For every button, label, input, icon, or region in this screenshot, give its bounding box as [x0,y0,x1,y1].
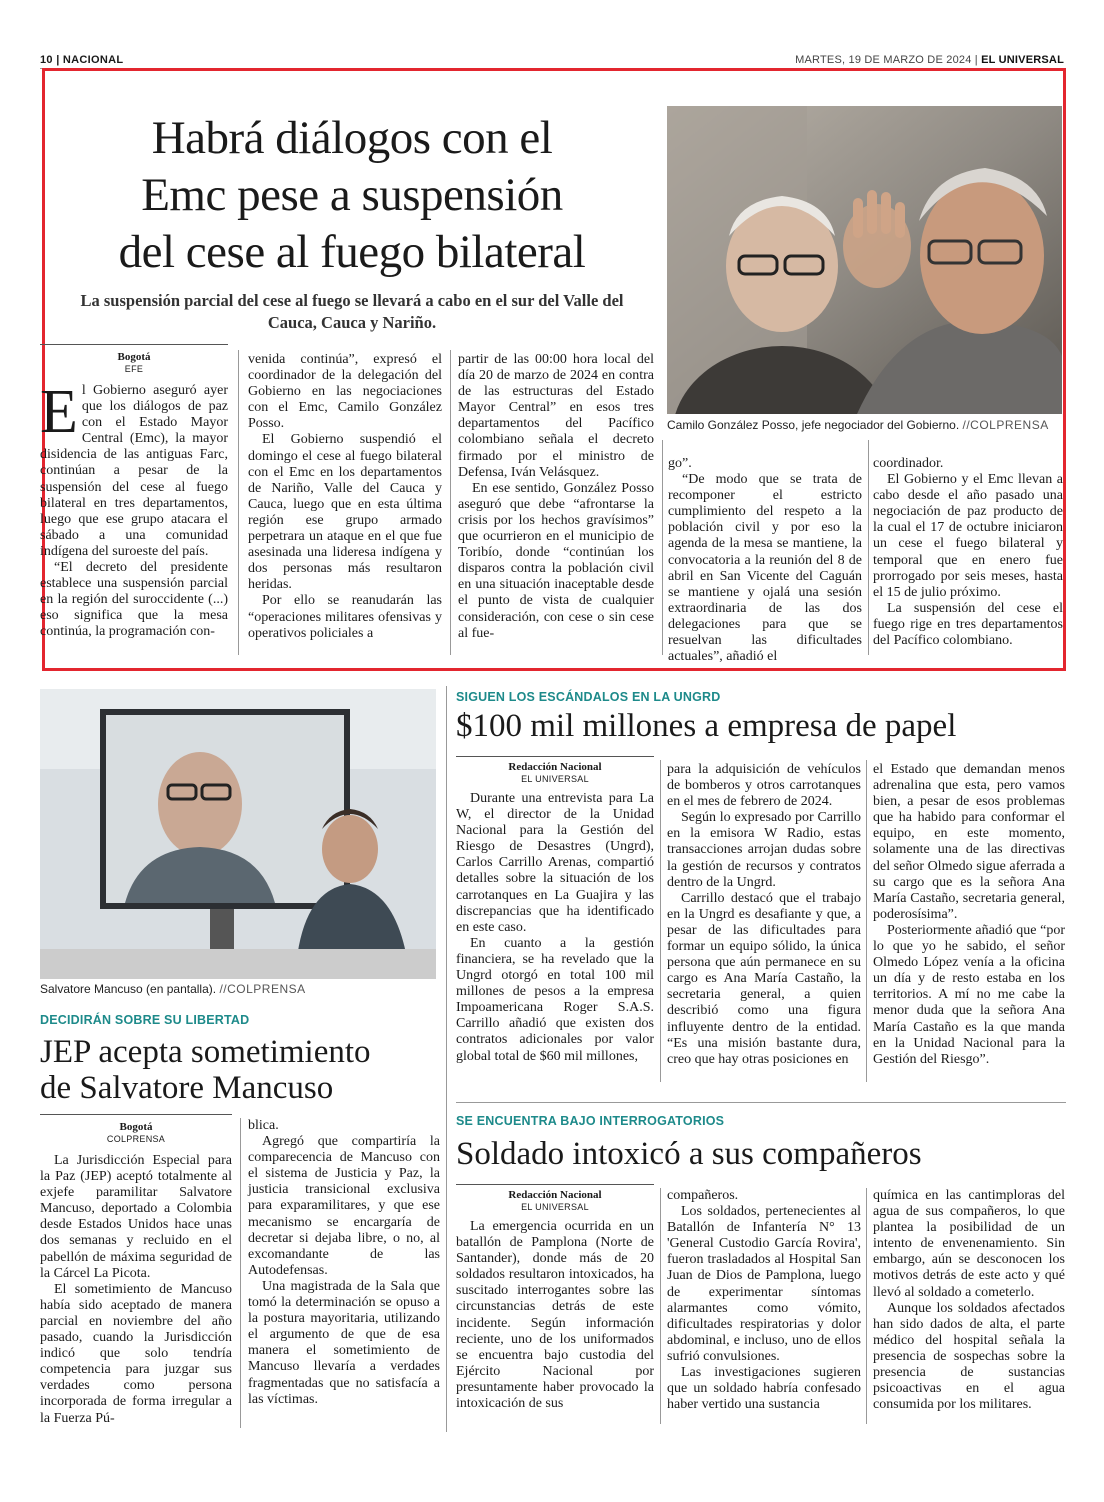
column-divider [660,1188,661,1424]
jep-column-1 [40,1114,232,1427]
caption-text: Camilo González Posso, jefe negociador del Gobierno. [667,418,960,432]
paragraph: La emergencia ocurrida en un batallón de Pamplona (Norte de Santander), donde más de 20 soldados resultaron intoxicados, ha suscitado interrogantes sobre las circunstancias detrás de este incidente. Según información reciente, uno de los uniformados se encuentra bajo custodia del Ejército Nacional por presuntamente haber provocado la intoxicación de sus [456,1219,654,1412]
page-date: MARTES, 19 DE MARZO DE 2024 | EL UNIVERSAL [795,54,1064,66]
main-headline [52,110,652,281]
headline-line: Habrá diálogos con el [151,112,553,164]
photo-credit: //COLPRENSA [962,418,1049,432]
paragraph: Una magistrada de la Sala que tomó la determinación se opuso a la postura mayoritaria, utilizando el argumento de que de esa manera el sometimiento de Mancuso llevaría a verdades fragmentadas que no satisfacía a las víctimas. [248,1278,440,1407]
photo-caption [667,418,1062,432]
paragraph: Los soldados, pertenecientes al Batallón de Infantería N° 13 'General Custodio García Rovira', fueron trasladados al Hospital San Juan de Dios de Pamplona, luego de experimentar síntomas alarmantes como vómito, dificultades respiratorias y dolor abdominal, e incluso, uno de ellos sufrió convulsiones. [667,1204,861,1364]
paragraph: Posteriormente añadió que “por lo que yo he sabido, el señor Olmedo López venía a la oficina un día y de resto estaba en los territorios. A mí no me cabe la menor duda que la señora Ana María Castaño es la que manda en la Unidad Nacional para la Gestión del Riesgo”. [873,922,1065,1067]
paragraph: “El decreto del presidente establece una suspensión parcial en la región del suroccidente (...) eso significa que la mesa continúa, la programación con- [40,560,228,640]
paragraph: Agregó que compartiría la comparecencia de Mancuso con el sistema de Justicia y Paz, la justicia transicional exclusiva para exparamilitares, y que ese mecanismo se encargaría de decretar si dejaba libre, o no, al excomandante de las Autodefensas. [248,1134,440,1278]
byline-place: Redacción Nacional [508,1189,602,1201]
main-column-5 [873,456,1063,649]
byline-agency: EL UNIVERSAL [521,774,589,784]
main-column-3 [458,352,654,642]
paragraph: El Gobierno y el Emc llevan a cabo desde el año pasado una negociación de paz producto de la cual el 17 de octubre iniciaron un cese el fuego bilateral y temporal que en enero fue prorrogado por seis meses, hasta el 15 de julio próximo. [873,472,1063,600]
article-text [40,378,228,641]
article-separator [456,1102,1066,1103]
byline [456,756,654,785]
section-kicker: SIGUEN LOS ESCÁNDALOS EN LA UNGRD [456,690,721,704]
paragraph: “De modo que se trata de recomponer el estricto cumplimiento del respeto a la población civil y por eso la agenda de la mesa se mantiene, la convocatoria a la reunión del 8 de abril en San Vicente del Caguán se mantiene y ojalá una sesión extraordinaria de las dos delegaciones para que se resuelvan las dificultades actuales”, añadió el [668,472,862,665]
byline [40,344,228,375]
paper-name: EL UNIVERSAL [981,54,1064,66]
headline-line: JEP acepta sometimiento [40,1034,371,1070]
article-text [456,1219,654,1412]
column-divider [866,760,867,1082]
column-divider [660,760,661,1082]
main-column-1 [40,344,228,641]
soldier-column-1 [456,1184,654,1412]
paragraph: En cuanto a la gestión financiera, se ha revelado que la Ungrd otorgó en total 100 mil millones de pesos a la empresa Impoamericana Roger S.A.S. Carrillo añadió que existen dos contratos adicionales por valor global total de $60 mil millones, [456,935,654,1064]
paragraph: Aunque los soldados afectados han sido dados de alta, el parte médico del hospital señala la presencia de sospechas sobre la presencia de sustancias psicoactivas en el agua consumida por los militares. [873,1300,1065,1413]
paragraph: Según lo expresado por Carrillo en la emisora W Radio, estas transacciones arrojan dudas sobre la gestión de recursos y contratos dentro de la Ungrd. [667,810,861,890]
paragraph: química en las cantimploras del agua de sus compañeros, lo que plantea la posibilidad de un intento de envenenamiento. Sin embargo, aún se desconocen los motivos detrás de este acto y qué llevó al soldado a cometerlo. [873,1188,1065,1300]
paragraph: Durante una entrevista para La W, el director de la Unidad Nacional para la Gestión del Riesgo de Desastres (Ungrd), Carlos Carrillo Arenas, compartió detalles sobre la situación de los carrotanques en La Guajira y las discrepancias que ha identificado en este caso. [456,791,654,935]
article-text [456,791,654,1065]
byline-place: Redacción Nacional [508,761,602,773]
byline [456,1184,654,1213]
paragraph: La Jurisdicción Especial para la Paz (JEP) aceptó totalmente al exjefe paramilitar Salvatore Mancuso, deportado a Colombia desde Estados Unidos hace unas dos semanas y recluido en el pabellón de máxima seguridad de la Cárcel La Picota. [40,1153,232,1281]
ungrd-column-3 [873,762,1065,1068]
paragraph: para la adquisición de vehículos de bomberos y otros carrotanques en el mes de febrero de 2024. [667,762,861,810]
byline-place: Bogotá [117,351,151,363]
photo-credit: //COLPRENSA [219,982,306,996]
paragraph: Las investigaciones sugieren que un soldado habría confesado haber vertido una sustancia [667,1365,861,1413]
date-text: MARTES, 19 DE MARZO DE 2024 [795,54,972,66]
section-kicker: DECIDIRÁN SOBRE SU LIBERTAD [40,1013,250,1027]
byline [40,1114,232,1145]
paragraph: blica. [248,1118,279,1133]
ungrd-headline: $100 mil millones a empresa de papel [456,708,957,744]
byline-place: Bogotá [119,1121,153,1133]
byline-agency: EFE [124,364,144,374]
paragraph: El sometimiento de Mancuso había sido aceptado de manera parcial en noviembre del año pasado, cuando la Jurisdicción indicó que solo tendría competencia para juzgar sus verdades como persona incorporada de forma irregular a la Fuerza Pú- [40,1281,232,1426]
soldier-column-3 [873,1188,1065,1413]
paragraph: El Gobierno suspendió el domingo el cese al fuego bilateral con el Emc en los departamentos de Nariño, Valle del Cauca y Cauca, luego que en esta última región ese grupo armado perpetrara un ataque en el que fue asesinada una lideresa indígena y dos personas más resultaron heridas. [248,432,442,593]
column-divider [240,1118,241,1428]
paragraph: coordinador. [873,456,944,471]
main-column-4 [668,456,862,665]
negotiator-photo [667,106,1062,414]
paragraph: La suspensión del cese el fuego rige en tres departamentos del Pacífico colombiano. [873,600,1063,649]
paragraph: Por ello se reanudarán las “operaciones militares ofensivas y operativos policiales a [248,593,442,641]
paragraph: go”. [668,456,692,471]
paragraph: venida continúa”, expresó el coordinador de la delegación del Gobierno en las negociaciones con el Emc, Camilo González Posso. [248,352,442,432]
paragraph: el Estado que demandan menos adrenalina que esta, pero vamos bien, a pesar de esos problemas que ha habido para conformar el equipo, en este momento, solamente una de las directivas del señor Olmedo sigue aferrada a su cargo que es la señora Ana María Castaño, secretaria general, poderosísima”. [873,762,1065,922]
column-divider [662,440,663,655]
main-subtitle: La suspensión parcial del cese al fuego se llevará a cabo en el sur del Valle del Cauca, Cauca y Nariño. [80,291,624,332]
photo-illustration [667,106,1062,414]
ungrd-column-1 [456,756,654,1065]
paragraph: compañeros. [667,1188,739,1203]
page-section: 10 | NACIONAL [40,54,124,66]
main-column-2 [248,352,442,642]
column-divider [868,440,869,655]
jep-headline [40,1034,440,1106]
column-divider [450,350,451,655]
paragraph: Carrillo destacó que el trabajo en la Ungrd es desafiante y que, a pesar de las dificultades para formar un equipo sólido, la única persona que aún permanece en su cargo es Ana María Castaño, la secretaria general, a quien describió como una figura influyente dentro de la entidad. “Es una misión bastante dura, creo que hay otras posiciones en [667,890,861,1067]
paragraph-text: l Gobierno aseguró ayer que los diálogos de paz con el Estado Mayor Central (Emc), la mayor disidencia de las antiguas Farc, continúan a pesar de la suspensión del cese al fuego bilateral en tres departamentos, luego que ese grupo atacara el sábado a una comunidad indígena del suroeste del país. [40,383,228,559]
column-divider [866,1188,867,1424]
photo-illustration [40,689,436,979]
drop-cap: E [40,378,78,446]
caption-text: Salvatore Mancuso (en pantalla). [40,982,217,996]
soldier-column-2 [667,1188,861,1413]
paragraph: En ese sentido, González Posso aseguró que debe “afrontarse la crisis por los hechos gravísimos” que ocurrieron en el municipio de Toribío, donde “continúan los disparos contra la población civil en una situación inaceptable desde el punto de vista de cualquier consideración, con cese o sin cese al fue- [458,480,654,641]
jep-column-2 [248,1118,440,1408]
soldier-headline: Soldado intoxicó a sus compañeros [456,1136,922,1172]
byline-agency: EL UNIVERSAL [521,1202,589,1212]
paragraph [40,378,228,560]
photo-caption [40,982,436,996]
headline-line: del cese al fuego bilateral [118,226,586,278]
mancuso-photo [40,689,436,979]
headline-line: Emc pese a suspensión [141,169,563,221]
byline-agency: COLPRENSA [106,1134,166,1144]
paragraph: partir de las 00:00 hora local del día 20 de marzo de 2024 en contra de las estructuras del Estado Mayor Central” en esos tres departamentos del Pacífico colombiano señala el decreto firmado por el ministro de Defensa, Iván Velásquez. [458,352,654,480]
article-text [40,1153,232,1427]
section-divider [446,686,447,1432]
ungrd-column-2 [667,762,861,1068]
headline-line: de Salvatore Mancuso [40,1070,334,1106]
column-divider [238,350,239,655]
section-kicker: SE ENCUENTRA BAJO INTERROGATORIOS [456,1114,725,1128]
